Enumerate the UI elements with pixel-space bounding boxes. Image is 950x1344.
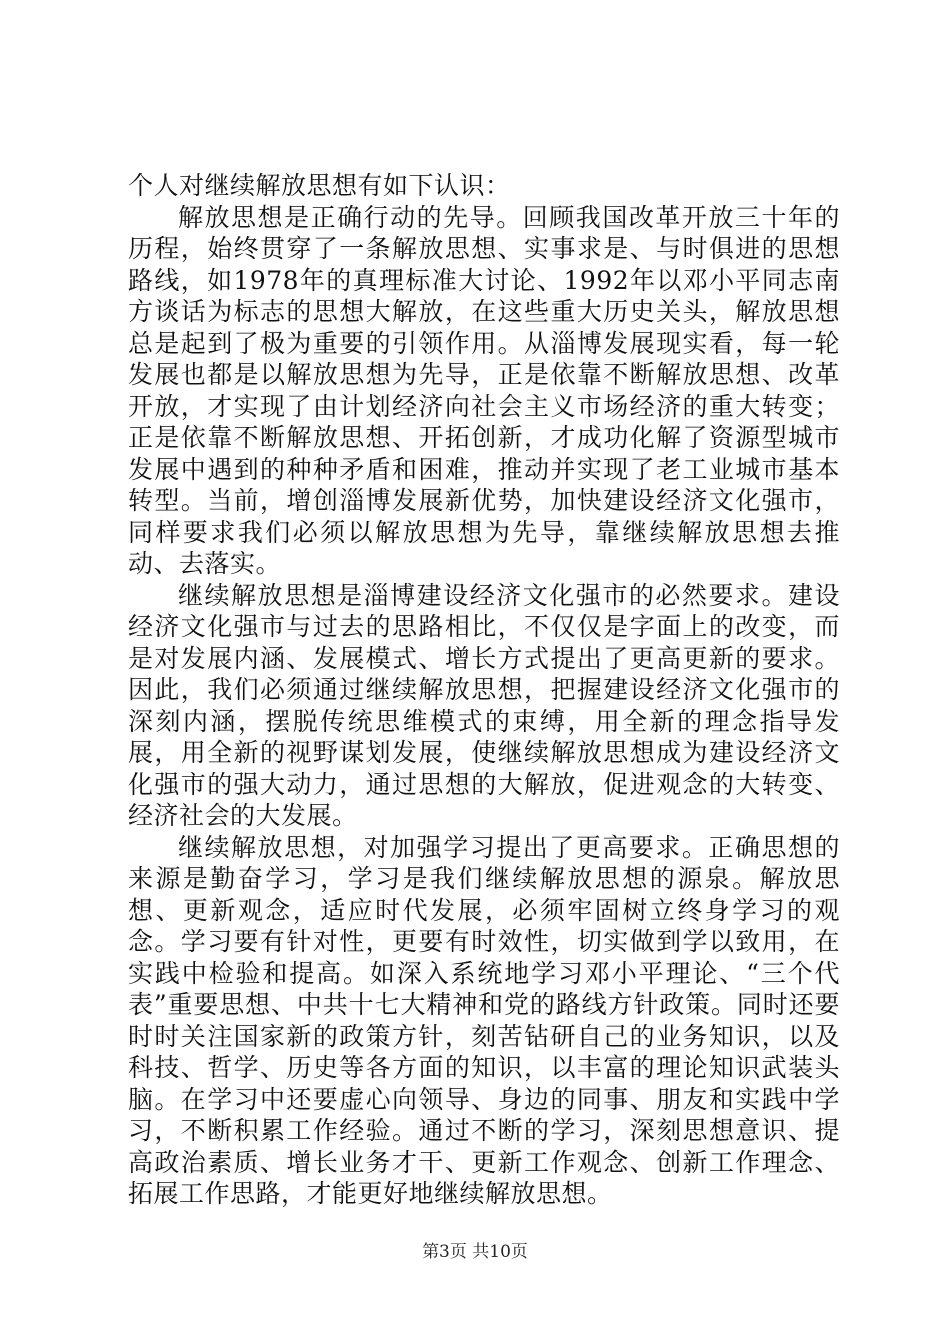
paragraph-1: 解放思想是正确行动的先导。回顾我国改革开放三十年的历程，始终贯穿了一条解放思想、实事求是、与时俱进的思想路线，如1978年的真理标准大讨论、1992年以邓小平同志南方谈话为标志的思想大解放，在这些重大历史关头，解放思想总是起到了极为重要的引领作用。从淄博发展现实看，每一轮发展也都是以解放思想为先导，正是依靠不断解放思想、改革开放，才实现了由计划经济向社会主义市场经济的重大转变；正是依靠不断解放思想、开拓创新，才成功化解了资源型城市发展中遇到的种种矛盾和困难，推动并实现了老工业城市基本转型。当前，增创淄博发展新优势，加快建设经济文化强市，同样要求我们必须以解放思想为先导，靠继续解放思想去推动、去落实。 (128, 202, 840, 578)
paragraph-2: 继续解放思想是淄博建设经济文化强市的必然要求。建设经济文化强市与过去的思路相比，不仅仅是字面上的改变，而是对发展内涵、发展模式、增长方式提出了更高更新的要求。因此，我们必须通过继续解放思想，把握建设经济文化强市的深刻内涵，摆脱传统思维模式的束缚，用全新的理念指导发展，用全新的视野谋划发展，使继续解放思想成为建设经济文化强市的强大动力，通过思想的大解放，促进观念的大转变、经济社会的大发展。 (128, 580, 840, 830)
paragraph-3: 继续解放思想，对加强学习提出了更高要求。正确思想的来源是勤奋学习，学习是我们继续解放思想的源泉。解放思想、更新观念，适应时代发展，必须牢固树立终身学习的观念。学习要有针对性，更要有时效性，切实做到学以致用，在实践中检验和提高。如深入系统地学习邓小平理论、“三个代表”重要思想、中共十七大精神和党的路线方针政策。同时还要时时关注国家新的政策方针，刻苦钻研自己的业务知识，以及科技、哲学、历史等各方面的知识，以丰富的理论知识武装头脑。在学习中还要虚心向领导、身边的同事、朋友和实践中学习，不断积累工作经验。通过不断的学习，深刻思想意识、提高政治素质、增长业务才干、更新工作观念、创新工作理念、拓展工作思路，才能更好地继续解放思想。 (128, 832, 840, 1208)
page-number-footer: 第3页 共10页 (422, 1242, 528, 1262)
intro-line: 个人对继续解放思想有如下认识： (128, 171, 511, 200)
document-body (128, 170, 840, 1210)
